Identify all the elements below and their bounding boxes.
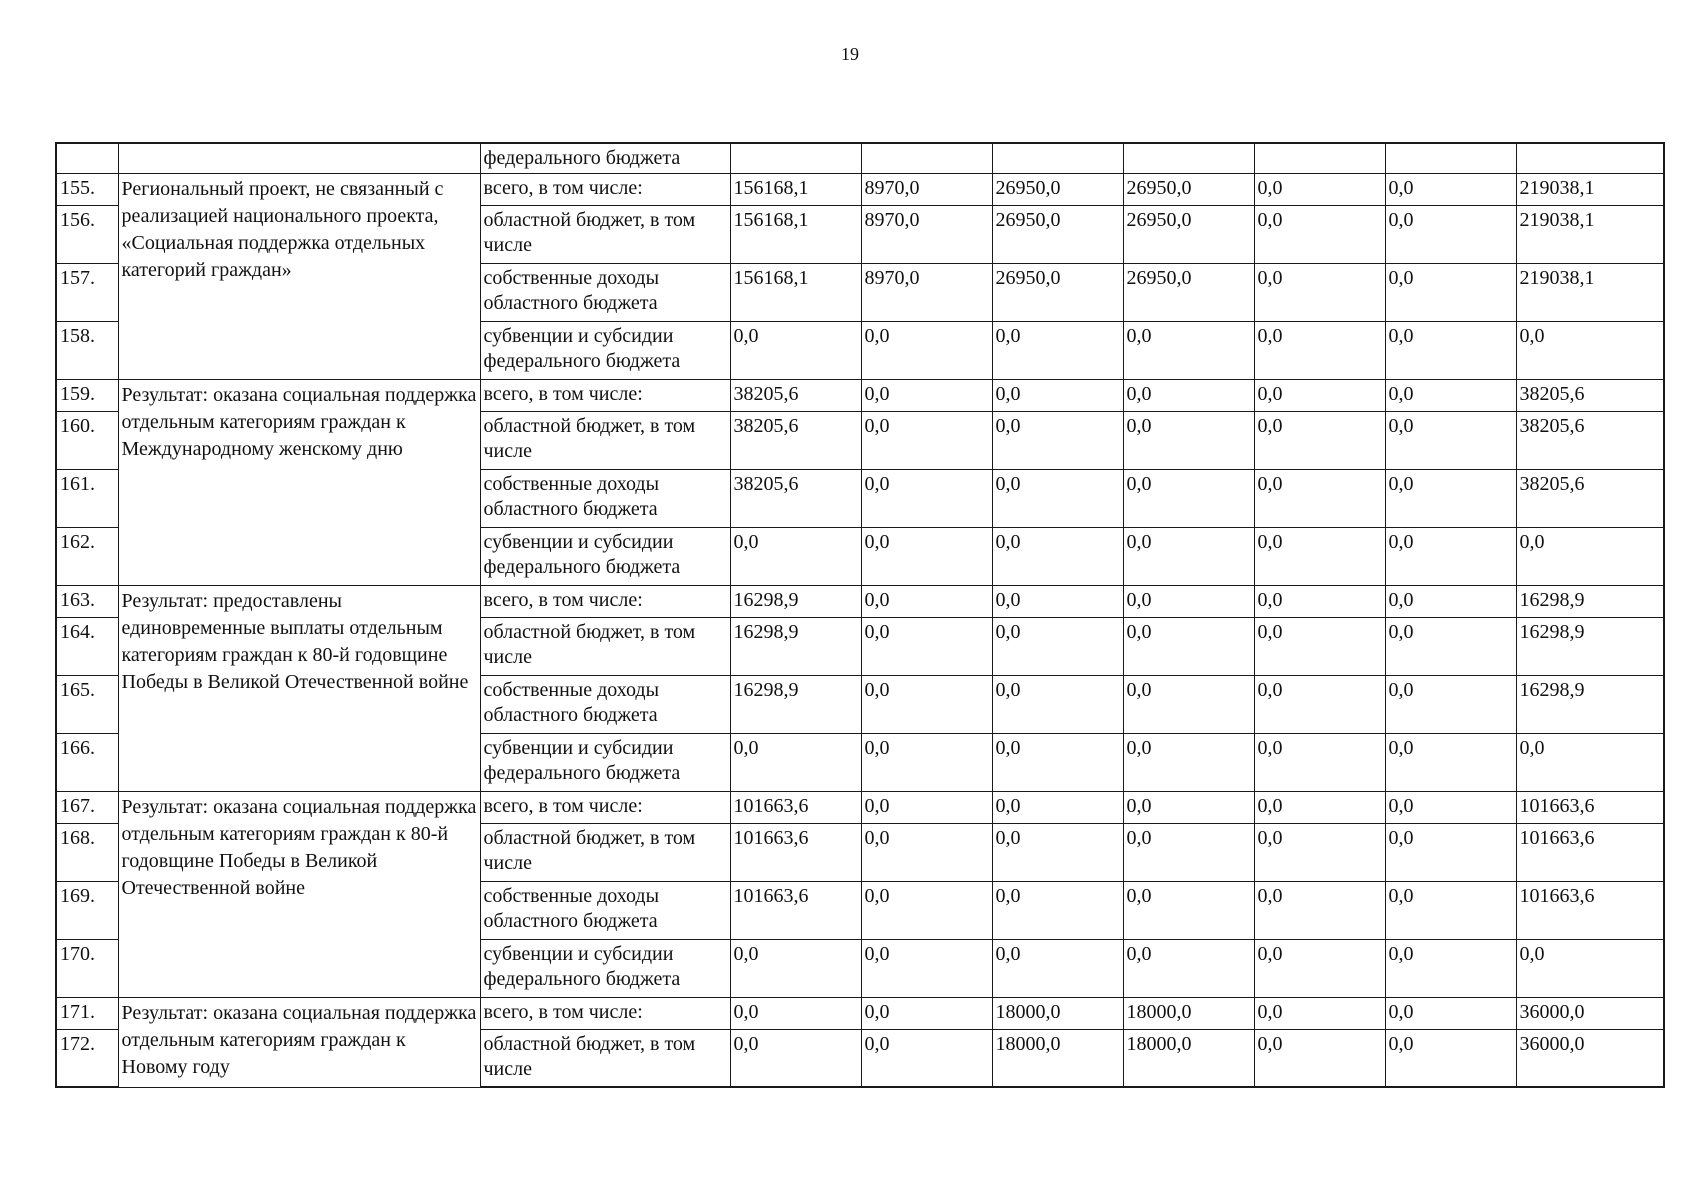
value-cell: 0,0 (992, 823, 1123, 881)
value-cell: 26950,0 (1123, 263, 1254, 321)
value-cell: 0,0 (1385, 379, 1516, 411)
value-cell: 0,0 (1254, 823, 1385, 881)
value-cell: 0,0 (992, 617, 1123, 675)
table-row (56, 379, 1664, 411)
value-cell: 0,0 (1254, 379, 1385, 411)
value-cell: 18000,0 (1123, 997, 1254, 1029)
value-cell: 0,0 (1254, 675, 1385, 733)
value-cell: 101663,6 (1516, 791, 1664, 823)
funding-source-cell: собственные доходы областного бюджета (480, 263, 730, 321)
value-cell: 0,0 (1254, 321, 1385, 379)
funding-source-cell: областной бюджет, в том числе (480, 411, 730, 469)
description-cell: Результат: оказана социальная поддержка отдельным категориям граждан к Международному женскому дню (118, 379, 480, 585)
value-cell: 0,0 (992, 527, 1123, 585)
row-number-cell: 155. (56, 173, 118, 205)
value-cell: 0,0 (730, 321, 861, 379)
row-number-cell: 160. (56, 411, 118, 469)
value-cell: 0,0 (1254, 527, 1385, 585)
row-number-cell (56, 143, 118, 173)
value-cell: 0,0 (1385, 411, 1516, 469)
value-cell: 36000,0 (1516, 997, 1664, 1029)
value-cell: 0,0 (1385, 791, 1516, 823)
row-number-cell: 166. (56, 733, 118, 791)
value-cell: 16298,9 (730, 617, 861, 675)
funding-source-cell: областной бюджет, в том числе (480, 823, 730, 881)
value-cell: 0,0 (1123, 379, 1254, 411)
value-cell: 156168,1 (730, 263, 861, 321)
value-cell: 0,0 (1516, 939, 1664, 997)
value-cell: 0,0 (1385, 675, 1516, 733)
value-cell: 0,0 (992, 791, 1123, 823)
value-cell: 0,0 (1254, 411, 1385, 469)
value-cell: 0,0 (1123, 617, 1254, 675)
value-cell: 0,0 (1123, 411, 1254, 469)
value-cell: 38205,6 (1516, 411, 1664, 469)
value-cell: 18000,0 (1123, 1029, 1254, 1087)
funding-source-cell: всего, в том числе: (480, 173, 730, 205)
value-cell: 0,0 (1254, 939, 1385, 997)
value-cell: 0,0 (1123, 791, 1254, 823)
value-cell: 0,0 (861, 411, 992, 469)
value-cell: 0,0 (861, 791, 992, 823)
value-cell: 0,0 (1385, 881, 1516, 939)
value-cell: 0,0 (1385, 823, 1516, 881)
value-cell (861, 143, 992, 173)
value-cell: 156168,1 (730, 173, 861, 205)
value-cell: 0,0 (1385, 997, 1516, 1029)
value-cell: 0,0 (1385, 469, 1516, 527)
value-cell: 0,0 (730, 527, 861, 585)
row-number-cell: 168. (56, 823, 118, 881)
value-cell: 0,0 (861, 939, 992, 997)
budget-table (55, 142, 1665, 1088)
table-row (56, 173, 1664, 205)
value-cell: 8970,0 (861, 173, 992, 205)
value-cell: 16298,9 (1516, 675, 1664, 733)
row-number-cell: 163. (56, 585, 118, 617)
table-row (56, 585, 1664, 617)
value-cell: 16298,9 (1516, 617, 1664, 675)
value-cell: 0,0 (1516, 321, 1664, 379)
row-number-cell: 172. (56, 1029, 118, 1087)
description-cell: Результат: предоставлены единовременные выплаты отдельным категориям граждан к 80-й годовщине Победы в Великой Отечественной войне (118, 585, 480, 791)
value-cell: 0,0 (1254, 173, 1385, 205)
value-cell: 0,0 (1123, 469, 1254, 527)
value-cell: 0,0 (1385, 527, 1516, 585)
funding-source-cell: всего, в том числе: (480, 997, 730, 1029)
value-cell: 38205,6 (1516, 379, 1664, 411)
value-cell: 156168,1 (730, 205, 861, 263)
row-number-cell: 162. (56, 527, 118, 585)
value-cell: 0,0 (1385, 939, 1516, 997)
value-cell: 38205,6 (1516, 469, 1664, 527)
value-cell: 0,0 (1385, 173, 1516, 205)
value-cell: 0,0 (1254, 733, 1385, 791)
value-cell: 0,0 (1254, 585, 1385, 617)
funding-source-cell: областной бюджет, в том числе (480, 1029, 730, 1087)
value-cell: 0,0 (1254, 881, 1385, 939)
value-cell: 0,0 (1254, 205, 1385, 263)
value-cell: 0,0 (1385, 585, 1516, 617)
value-cell: 18000,0 (992, 1029, 1123, 1087)
value-cell (1123, 143, 1254, 173)
row-number-cell: 164. (56, 617, 118, 675)
value-cell: 26950,0 (1123, 205, 1254, 263)
value-cell: 0,0 (861, 997, 992, 1029)
value-cell: 0,0 (1254, 1029, 1385, 1087)
value-cell: 0,0 (992, 321, 1123, 379)
funding-source-cell: субвенции и субсидии федерального бюджета (480, 733, 730, 791)
row-number-cell: 157. (56, 263, 118, 321)
funding-source-cell: всего, в том числе: (480, 791, 730, 823)
value-cell: 16298,9 (1516, 585, 1664, 617)
row-number-cell: 165. (56, 675, 118, 733)
value-cell: 0,0 (730, 939, 861, 997)
value-cell: 0,0 (1254, 263, 1385, 321)
table-row (56, 791, 1664, 823)
value-cell: 0,0 (1385, 1029, 1516, 1087)
value-cell: 0,0 (861, 321, 992, 379)
page-number: 19 (841, 44, 859, 64)
description-cell: Результат: оказана социальная поддержка отдельным категориям граждан к Новому году (118, 997, 480, 1087)
value-cell: 0,0 (861, 527, 992, 585)
value-cell: 0,0 (992, 881, 1123, 939)
value-cell: 0,0 (1385, 205, 1516, 263)
value-cell: 26950,0 (992, 205, 1123, 263)
value-cell: 16298,9 (730, 675, 861, 733)
value-cell: 0,0 (992, 939, 1123, 997)
row-number-cell: 159. (56, 379, 118, 411)
funding-source-cell: собственные доходы областного бюджета (480, 881, 730, 939)
value-cell: 0,0 (1123, 733, 1254, 791)
value-cell: 0,0 (730, 733, 861, 791)
value-cell: 0,0 (1123, 823, 1254, 881)
value-cell: 0,0 (1123, 527, 1254, 585)
value-cell: 0,0 (861, 823, 992, 881)
row-number-cell: 158. (56, 321, 118, 379)
value-cell: 0,0 (861, 881, 992, 939)
value-cell: 38205,6 (730, 379, 861, 411)
funding-source-cell: собственные доходы областного бюджета (480, 469, 730, 527)
value-cell: 101663,6 (730, 823, 861, 881)
value-cell: 219038,1 (1516, 205, 1664, 263)
row-number-cell: 161. (56, 469, 118, 527)
value-cell: 0,0 (861, 617, 992, 675)
value-cell: 101663,6 (730, 791, 861, 823)
value-cell: 0,0 (992, 469, 1123, 527)
value-cell: 0,0 (1254, 791, 1385, 823)
value-cell: 0,0 (1254, 997, 1385, 1029)
continuation-row (56, 143, 1664, 173)
value-cell (992, 143, 1123, 173)
value-cell: 0,0 (992, 585, 1123, 617)
row-number-cell: 156. (56, 205, 118, 263)
value-cell: 101663,6 (730, 881, 861, 939)
value-cell: 0,0 (992, 675, 1123, 733)
value-cell: 0,0 (861, 733, 992, 791)
row-number-cell: 169. (56, 881, 118, 939)
value-cell: 0,0 (1385, 263, 1516, 321)
value-cell: 0,0 (1516, 733, 1664, 791)
funding-source-cell: всего, в том числе: (480, 379, 730, 411)
value-cell: 0,0 (861, 469, 992, 527)
value-cell: 36000,0 (1516, 1029, 1664, 1087)
funding-source-cell: федерального бюджета (480, 143, 730, 173)
funding-source-cell: областной бюджет, в том числе (480, 617, 730, 675)
value-cell: 0,0 (992, 411, 1123, 469)
value-cell: 0,0 (861, 1029, 992, 1087)
value-cell: 219038,1 (1516, 173, 1664, 205)
value-cell: 0,0 (1385, 321, 1516, 379)
value-cell: 219038,1 (1516, 263, 1664, 321)
value-cell: 38205,6 (730, 469, 861, 527)
description-cell: Региональный проект, не связанный с реализацией национального проекта, «Социальная поддержка отдельных категорий граждан» (118, 173, 480, 379)
value-cell (1516, 143, 1664, 173)
value-cell: 101663,6 (1516, 823, 1664, 881)
funding-source-cell: областной бюджет, в том числе (480, 205, 730, 263)
value-cell (1254, 143, 1385, 173)
value-cell: 0,0 (1123, 585, 1254, 617)
value-cell (1385, 143, 1516, 173)
value-cell: 8970,0 (861, 205, 992, 263)
value-cell: 0,0 (992, 379, 1123, 411)
value-cell: 101663,6 (1516, 881, 1664, 939)
description-cell (118, 143, 480, 173)
value-cell: 0,0 (1385, 617, 1516, 675)
table-row (56, 997, 1664, 1029)
funding-source-cell: собственные доходы областного бюджета (480, 675, 730, 733)
value-cell: 26950,0 (1123, 173, 1254, 205)
funding-source-cell: субвенции и субсидии федерального бюджета (480, 527, 730, 585)
value-cell: 0,0 (1254, 469, 1385, 527)
funding-source-cell: всего, в том числе: (480, 585, 730, 617)
value-cell: 0,0 (730, 997, 861, 1029)
value-cell: 8970,0 (861, 263, 992, 321)
value-cell: 0,0 (1123, 675, 1254, 733)
value-cell: 0,0 (861, 675, 992, 733)
value-cell: 0,0 (1123, 881, 1254, 939)
value-cell: 0,0 (1123, 321, 1254, 379)
description-cell: Результат: оказана социальная поддержка отдельным категориям граждан к 80-й годовщине Победы в Великой Отечественной войне (118, 791, 480, 997)
value-cell: 26950,0 (992, 263, 1123, 321)
value-cell: 0,0 (1123, 939, 1254, 997)
value-cell: 0,0 (861, 585, 992, 617)
row-number-cell: 171. (56, 997, 118, 1029)
value-cell: 0,0 (992, 733, 1123, 791)
value-cell: 0,0 (1516, 527, 1664, 585)
funding-source-cell: субвенции и субсидии федерального бюджета (480, 321, 730, 379)
value-cell: 0,0 (1385, 733, 1516, 791)
value-cell: 0,0 (730, 1029, 861, 1087)
row-number-cell: 170. (56, 939, 118, 997)
value-cell (730, 143, 861, 173)
row-number-cell: 167. (56, 791, 118, 823)
value-cell: 0,0 (861, 379, 992, 411)
value-cell: 38205,6 (730, 411, 861, 469)
funding-source-cell: субвенции и субсидии федерального бюджета (480, 939, 730, 997)
value-cell: 26950,0 (992, 173, 1123, 205)
value-cell: 0,0 (1254, 617, 1385, 675)
value-cell: 18000,0 (992, 997, 1123, 1029)
value-cell: 16298,9 (730, 585, 861, 617)
